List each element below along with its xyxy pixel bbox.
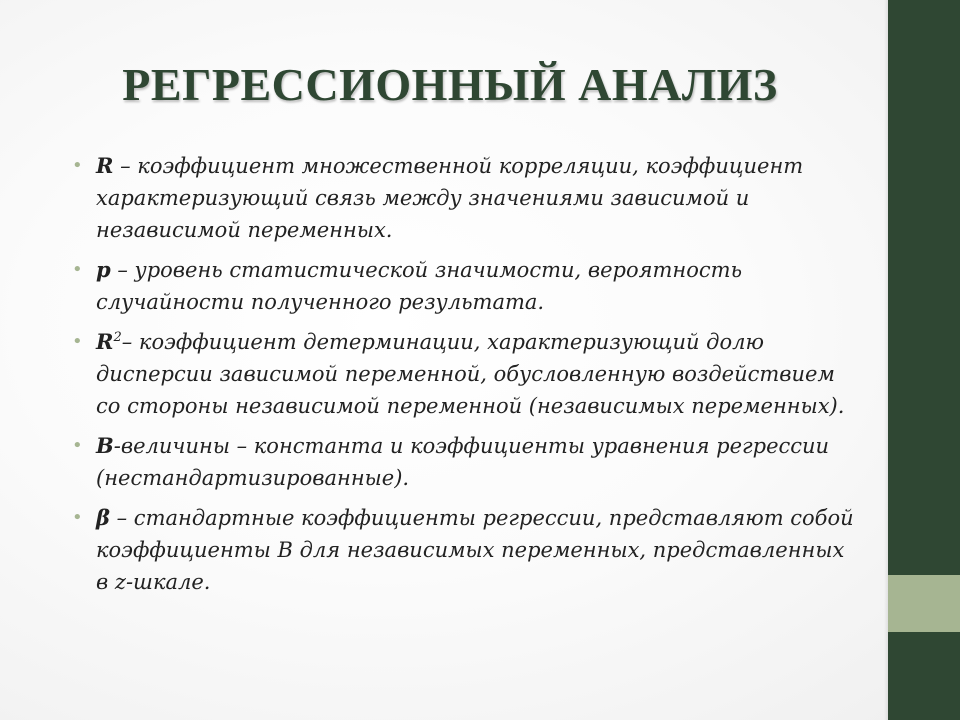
bullet-text: – коэффициент множественной корреляции, коэффициент характеризующий связь между значениями зависимой и независимой переменных. [96, 154, 804, 242]
bullet-term: R [96, 329, 114, 354]
bullet-dot-icon: • [72, 331, 83, 352]
bullet-dot-icon: • [72, 155, 83, 176]
bullet-term: R [96, 153, 114, 178]
bullet-term-superscript: 2 [113, 330, 122, 345]
bullet-dot-icon: • [72, 507, 83, 528]
bullet-term: β [96, 505, 110, 530]
bullet-text: – стандартные коэффициенты регрессии, представляют собой коэффициенты В для независимых переменных, представленных в z-шкале. [96, 506, 854, 594]
bullet-dot-icon: • [72, 435, 83, 456]
bullet-term: p [96, 257, 111, 282]
bullet-item-r [70, 150, 860, 246]
bullet-dot-icon: • [72, 259, 83, 280]
bullet-item-beta [70, 502, 860, 598]
bullet-text: -величины – константа и коэффициенты уравнения регрессии (нестандартизированные). [96, 434, 830, 490]
bullet-item-p [70, 254, 860, 318]
slide-title: РЕГРЕССИОННЫЙ АНАЛИЗ [122, 59, 778, 110]
right-bar-accent-block [888, 575, 960, 632]
bullet-text: – уровень статистической значимости, вероятность случайности полученного результата. [96, 258, 742, 314]
bullet-term: B [96, 433, 114, 458]
bullet-item-r-squared [70, 326, 860, 422]
bullet-item-b [70, 430, 860, 494]
bullet-text: – коэффициент детерминации, характеризующий долю дисперсии зависимой переменной, обусловленную воздействием со стороны независимой переменной (независимых переменных). [96, 330, 845, 418]
bullet-list [70, 150, 860, 606]
